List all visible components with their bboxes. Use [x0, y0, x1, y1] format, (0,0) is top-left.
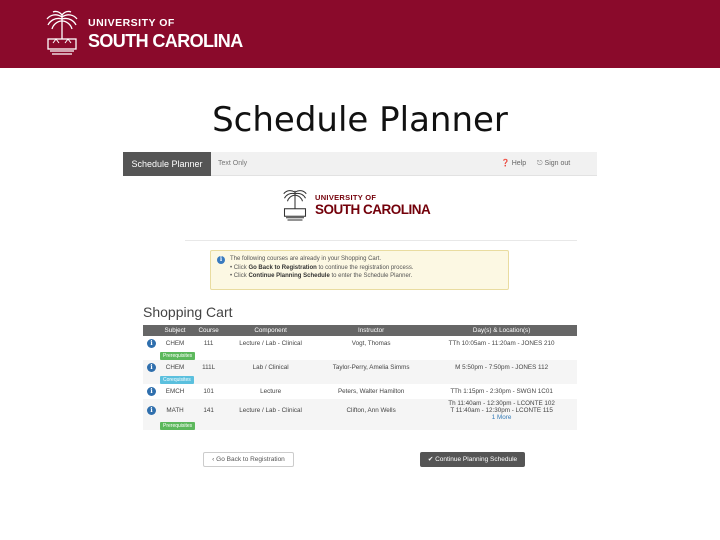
table-header-row	[143, 325, 577, 336]
nav-brand[interactable]: Schedule Planner	[123, 152, 211, 176]
shopping-cart-table	[143, 325, 577, 430]
column-header: Course	[192, 325, 225, 336]
cell-course: 111	[203, 340, 214, 347]
notice-line1: The following courses are already in your Shopping Cart.	[230, 256, 382, 262]
university-logo	[280, 186, 430, 224]
continue-label: Continue Planning Schedule	[435, 456, 518, 463]
info-icon: i	[217, 256, 225, 264]
cell-instructor: Vogt, Thomas	[351, 340, 391, 347]
info-icon[interactable]: i	[147, 406, 156, 415]
cell-subject: CHEM	[165, 340, 185, 347]
info-icon[interactable]: i	[147, 387, 156, 396]
schedule-planner-app	[123, 152, 597, 482]
column-header: Day(s) & Location(s)	[426, 325, 577, 336]
cell-course: 141	[192, 399, 225, 421]
info-icon[interactable]: i	[147, 339, 156, 348]
cell-course: 111L	[192, 360, 225, 375]
notice-line2: • Click Go Back to Registration to continue the registration process.	[230, 264, 414, 271]
cell-days: TTh 10:05am - 11:20am - JONES 210	[448, 340, 555, 347]
cell-days: TTh 1:15pm - 2:30pm - SWGN 1C01	[450, 388, 553, 395]
cell-component: Lecture / Lab - Clinical	[239, 340, 302, 347]
logo-line1: UNIVERSITY OF	[315, 192, 377, 202]
help-label: Help	[511, 160, 527, 167]
go-back-label: Go Back to Registration	[216, 456, 285, 463]
divider	[185, 240, 577, 241]
check-icon: ✔	[427, 456, 434, 463]
banner-line1: UNIVERSITY OF	[88, 17, 175, 30]
sign-out-link[interactable]	[537, 152, 570, 176]
top-navbar	[123, 152, 597, 176]
cell-days: M 5:50pm - 7:50pm - JONES 112	[426, 360, 577, 375]
cell-days	[426, 399, 577, 421]
logo-line2: SOUTH CAROLINA	[315, 202, 431, 217]
day-location: T 11:40am - 12:30pm - LCONTE 115	[450, 406, 553, 414]
cell-subject: CHEM	[158, 360, 192, 375]
cart-notice-alert	[210, 250, 509, 290]
cell-instructor: Clifton, Ann Wells	[316, 399, 426, 421]
corequisites-badge[interactable]: Corequisites	[160, 376, 194, 384]
day-location: Th 11:40am - 12:30pm - LCONTE 102	[448, 399, 555, 407]
column-header: Instructor	[316, 325, 426, 336]
column-header-info	[143, 325, 158, 336]
cell-subject: EMCH	[165, 388, 185, 395]
sign-out-icon: ⎋	[537, 160, 543, 167]
banner-logo	[42, 9, 243, 59]
info-icon[interactable]: i	[147, 363, 156, 372]
column-header: Component	[225, 325, 316, 336]
cell-component: Lecture	[260, 388, 282, 395]
sign-out-label: Sign out	[544, 160, 571, 167]
badge-row	[143, 421, 577, 430]
shopping-cart-heading: Shopping Cart	[143, 304, 233, 320]
cell-subject: MATH	[158, 399, 192, 421]
table-row	[143, 399, 577, 421]
banner-line2: SOUTH CAROLINA	[88, 30, 243, 51]
university-banner	[0, 0, 720, 68]
page-title: Schedule Planner	[212, 100, 508, 140]
cell-component: Lab / Clinical	[225, 360, 316, 375]
badge-row	[143, 375, 577, 384]
column-header: Subject	[158, 325, 192, 336]
badge-row	[143, 351, 577, 360]
prerequisites-badge[interactable]: Prerequisites	[160, 422, 195, 430]
table-row	[143, 336, 577, 351]
palmetto-seal-icon	[280, 186, 310, 224]
cell-instructor: Peters, Walter Hamilton	[337, 388, 405, 395]
cell-component: Lecture / Lab - Clinical	[225, 399, 316, 421]
notice-line3: • Click Continue Planning Schedule to enter the Schedule Planner.	[230, 273, 413, 280]
cell-course: 101	[203, 388, 214, 395]
help-link[interactable]	[501, 152, 526, 176]
prerequisites-badge[interactable]: Prerequisites	[160, 352, 195, 360]
table-row	[143, 360, 577, 375]
chevron-left-icon: ‹	[212, 456, 215, 463]
cell-instructor: Taylor-Perry, Amelia Simms	[316, 360, 426, 375]
text-only-link[interactable]: Text Only	[218, 160, 248, 167]
more-link[interactable]: 1 More	[491, 413, 512, 421]
question-circle-icon: ❓	[501, 160, 510, 167]
continue-planning-button[interactable]	[420, 452, 525, 467]
palmetto-seal-icon	[42, 9, 82, 59]
go-back-button[interactable]	[203, 452, 294, 467]
table-row	[143, 384, 577, 399]
